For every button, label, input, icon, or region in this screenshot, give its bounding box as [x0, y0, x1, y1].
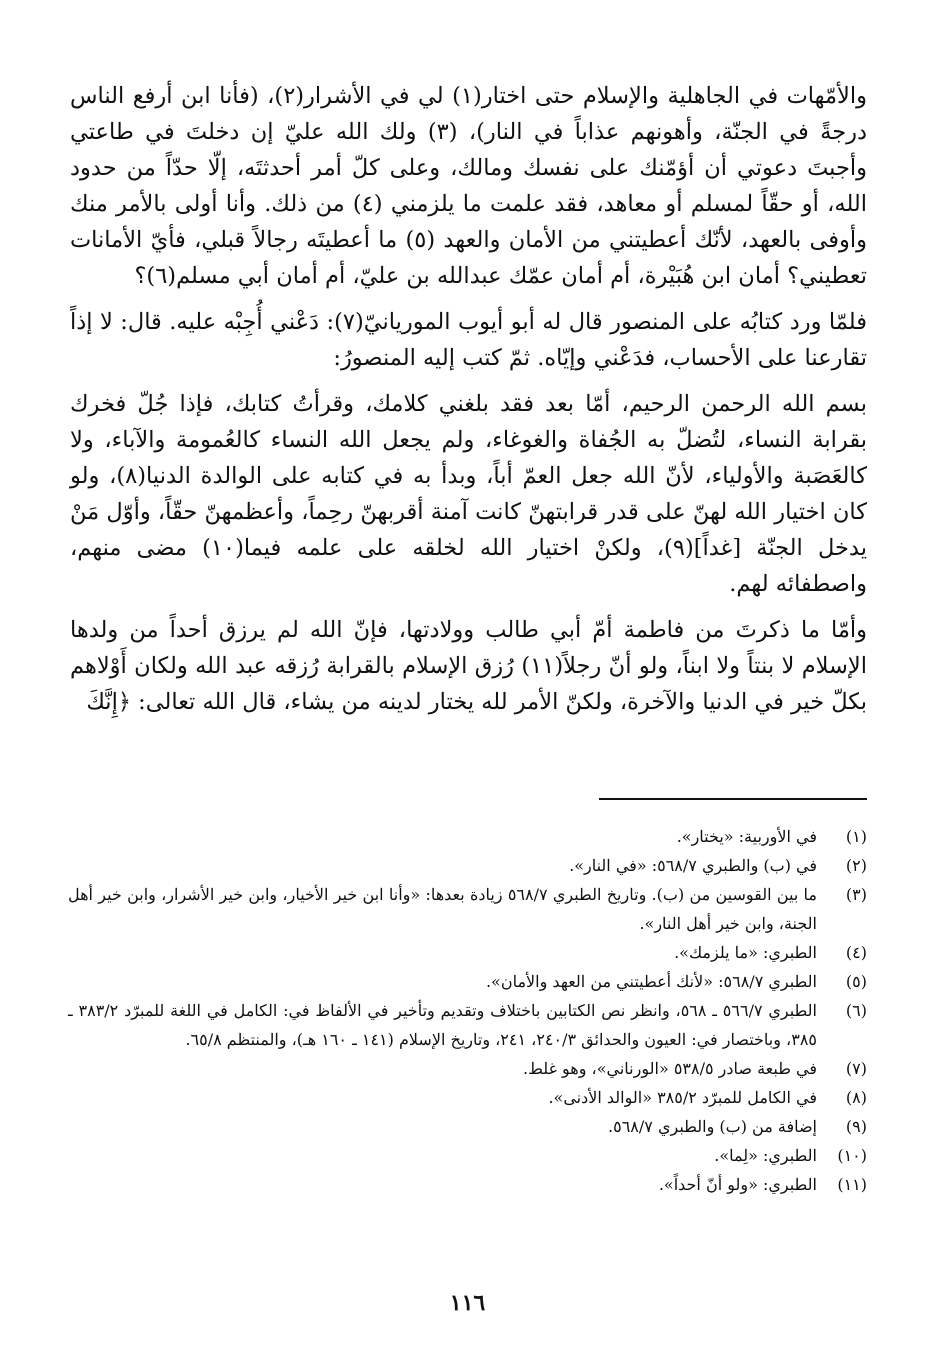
footnote — [68, 1170, 867, 1199]
body-paragraph: وأمّا ما ذكرتَ من فاطمة أمّ أبي طالب وولادتها، فإنّ الله لم يرزق أحداً من ولدها الإسلام لا بنتاً ولا ابناً، ولو أنّ رجلاً(١١) رُزق الإسلام بالقرابة رُزقه عبد الله ولكان أَوْلاهم بكلّ خير في الدنيا والآخرة، ولكنّ الأمر لله يختار لدينه من يشاء، قال الله تعالى: ﴿إِنَّكَ — [70, 617, 867, 715]
footnote-text: إضافة من (ب) والطبري ٥٦٨/٧. — [608, 1117, 817, 1136]
footnote-text: في الأوربية: «يختار». — [676, 827, 817, 846]
footnote-number: (٣) — [845, 885, 867, 904]
footnote — [68, 1112, 867, 1141]
footnote — [68, 938, 867, 967]
footnote-number: (١) — [845, 827, 867, 846]
footnote-number: (٨) — [845, 1088, 867, 1107]
footnote-text: الطبري: «لِما». — [714, 1146, 817, 1165]
footnote-text: ما بين القوسين من (ب). وتاريخ الطبري ٥٦٨/٧ زيادة بعدها: «وأنا ابن خير الأخيار، وابن خير الأشرار، وابن خير أهل الجنة، وابن خير أهل النار». — [68, 885, 817, 933]
footnote — [68, 1083, 867, 1112]
footnote-text: في طبعة صادر ٥٣٨/٥ «الورناني»، وهو غلط. — [523, 1059, 817, 1078]
page-number: ١١٦ — [449, 1290, 486, 1316]
footnote — [68, 880, 867, 938]
footnote-number: (٩) — [845, 1117, 867, 1136]
footnote-text: الطبري: «ما يلزمك». — [674, 943, 817, 962]
footnote-number: (٥) — [845, 972, 867, 991]
footnote-text: في الكامل للمبرّد ٣٨٥/٢ «الوالد الأدنى». — [548, 1088, 817, 1107]
footnote — [68, 1054, 867, 1083]
footnote-text: في (ب) والطبري ٥٦٨/٧: «في النار». — [569, 856, 817, 875]
footnote-text: الطبري ٥٦٦/٧ ـ ٥٦٨، وانظر نص الكتابين باختلاف وتقديم وتأخير في الألفاظ في: الكامل في اللغة للمبرّد ٣٨٣/٢ ـ ٣٨٥، وباختصار في: العيون والحدائق ٢٤٠/٣، ٢٤١، وتاريخ الإسلام (١٤١ ـ ١٦٠ هـ)، والمنتظم ٦٥/٨. — [68, 1001, 817, 1049]
footnote-number: (١١) — [837, 1175, 867, 1194]
body-paragraph: والأمّهات في الجاهلية والإسلام حتى اختار(١) لي في الأشرار(٢)، (فأنا ابن أرفع الناس درجةً في الجنّة، وأهونهم عذاباً في النار)، (٣) ولك الله عليّ إن دخلتَ في طاعتي وأجبتَ دعوتي أن أؤمّنك على نفسك ومالك، وعلى كلّ أمر أحدثتَه، إلّا حدّاً من حدود الله، أو حقّاً لمسلم أو معاهد، فقد علمت ما يلزمني (٤) من ذلك. وأنا أولى بالأمر منك وأوفى بالعهد، لأنّك أعطيتني من الأمان والعهد (٥) ما أعطيتَه رجالاً قبلي، فأيّ الأمانات تعطيني؟ أمان ابن هُبَيْرة، أم أمان عمّك عبدالله بن عليّ، أم أمان أبي مسلم(٦)؟ — [70, 83, 868, 289]
footnote-text: الطبري ٥٦٨/٧: «لأنك أعطيتني من العهد والأمان». — [485, 972, 817, 991]
footnote — [68, 822, 867, 851]
footnote — [68, 1141, 867, 1170]
footnote-number: (٤) — [845, 943, 867, 962]
footnote — [68, 851, 867, 880]
footnote-divider — [599, 798, 867, 800]
footnotes — [68, 822, 867, 1199]
footnote-number: (٦) — [845, 1001, 867, 1020]
footnote-number: (١٠) — [837, 1146, 867, 1165]
main-text — [70, 78, 867, 730]
body-paragraph: فلمّا ورد كتابُه على المنصور قال له أبو أيوب الموريانيّ(٧): دَعْني أُجِبْه عليه. قال: لا إذاً تقارعنا على الأحساب، فدَعْني وإيّاه. ثمّ كتب إليه المنصورُ: — [70, 309, 867, 371]
footnote — [68, 996, 867, 1054]
body-paragraph: بسم الله الرحمن الرحيم، أمّا بعد فقد بلغني كلامك، وقرأتُ كتابك، فإذا جُلّ فخرك بقرابة النساء، لتُضلّ به الجُفاة والغوغاء، ولم يجعل الله النساء كالعُمومة والآباء، ولا كالعَصَبة والأولياء، لأنّ الله جعل العمّ أباً، وبدأ به في كتابه على الوالدة الدنيا(٨)، ولو كان اختيار الله لهنّ على قدر قرابتهنّ كانت آمنة أقربهنّ رحِماً، وأعظمهنّ حقّاً، وأوّل مَنْ يدخل الجنّة [غداً](٩)، ولكنْ اختيار الله لخلقه على علمه فيما(١٠) مضى منهم، واصطفائه لهم. — [70, 391, 867, 597]
footnote — [68, 967, 867, 996]
footnote-number: (٧) — [845, 1059, 867, 1078]
footnote-number: (٢) — [845, 856, 867, 875]
footnote-text: الطبري: «ولو أنّ أحداً». — [658, 1175, 817, 1194]
